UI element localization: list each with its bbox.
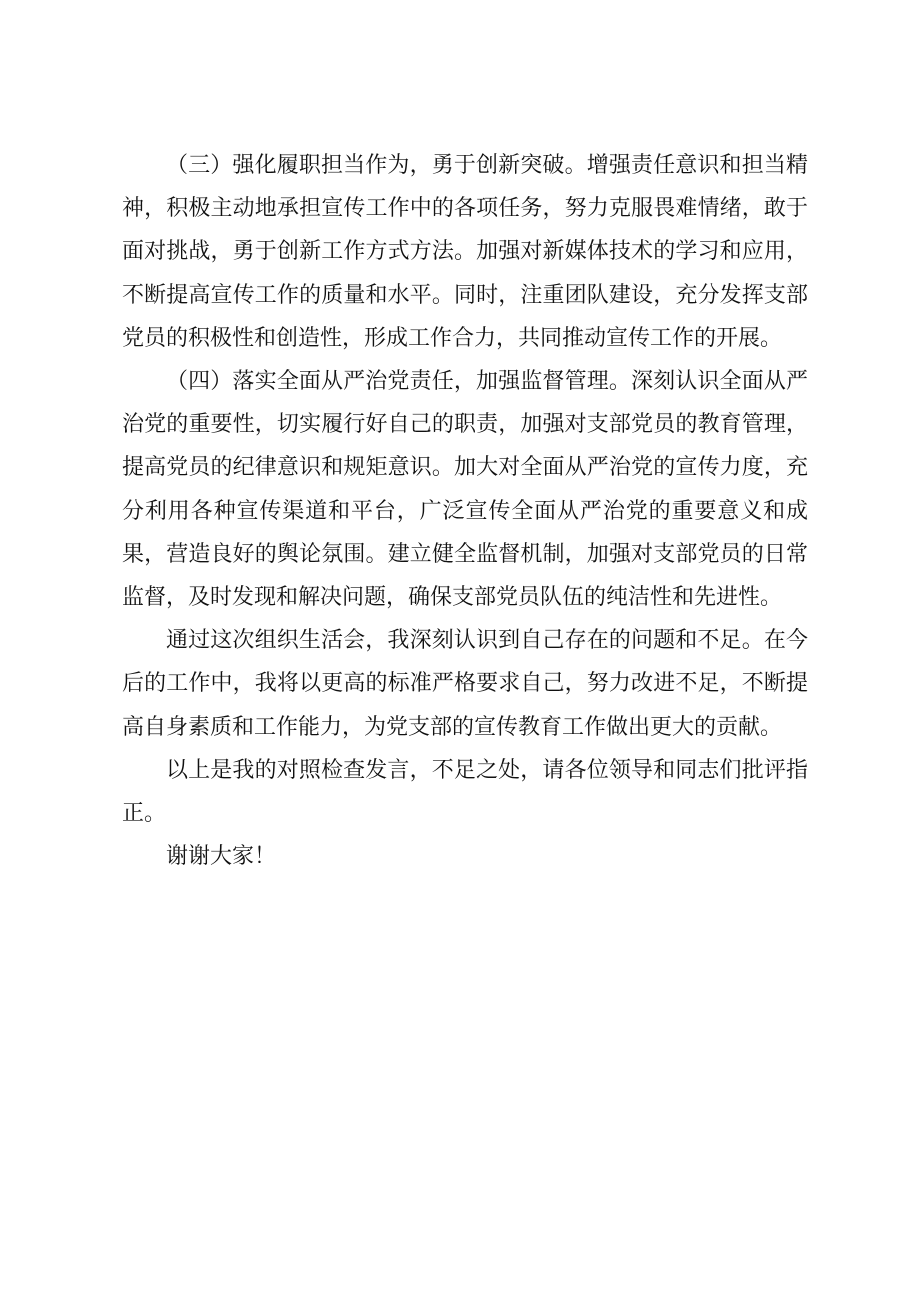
paragraph-section-four: （四）落实全面从严治党责任，加强监督管理。深刻认识全面从严治党的重要性，切实履行好自己的职责，加强对支部党员的教育管理，提高党员的纪律意识和规矩意识。加大对全面从严治党的宣传力度，充分利用各种宣传渠道和平台，广泛宣传全面从严治党的重要意义和成果，营造良好的舆论氛围。建立健全监督机制，加强对支部党员的日常监督，及时发现和解决问题，确保支部党员队伍的纯洁性和先进性。 — [122, 369, 808, 611]
paragraph-closing-remarks: 以上是我的对照检查发言，不足之处，请各位领导和同志们批评指正。 — [122, 757, 808, 827]
paragraph-thanks: 谢谢大家！ — [166, 844, 277, 870]
document-body — [122, 144, 808, 878]
paragraph-section-three: （三）强化履职担当作为，勇于创新突破。增强责任意识和担当精神，积极主动地承担宣传工作中的各项任务，努力克服畏难情绪，敢于面对挑战，勇于创新工作方式方法。加强对新媒体技术的学习和应用，不断提高宣传工作的质量和水平。同时，注重团队建设，充分发挥支部党员的积极性和创造性，形成工作合力，共同推动宣传工作的开展。 — [122, 153, 808, 351]
paragraph-conclusion: 通过这次组织生活会，我深刻认识到自己存在的问题和不足。在今后的工作中，我将以更高的标准严格要求自己，努力改进不足，不断提高自身素质和工作能力，为党支部的宣传教育工作做出更大的贡献。 — [122, 628, 808, 740]
